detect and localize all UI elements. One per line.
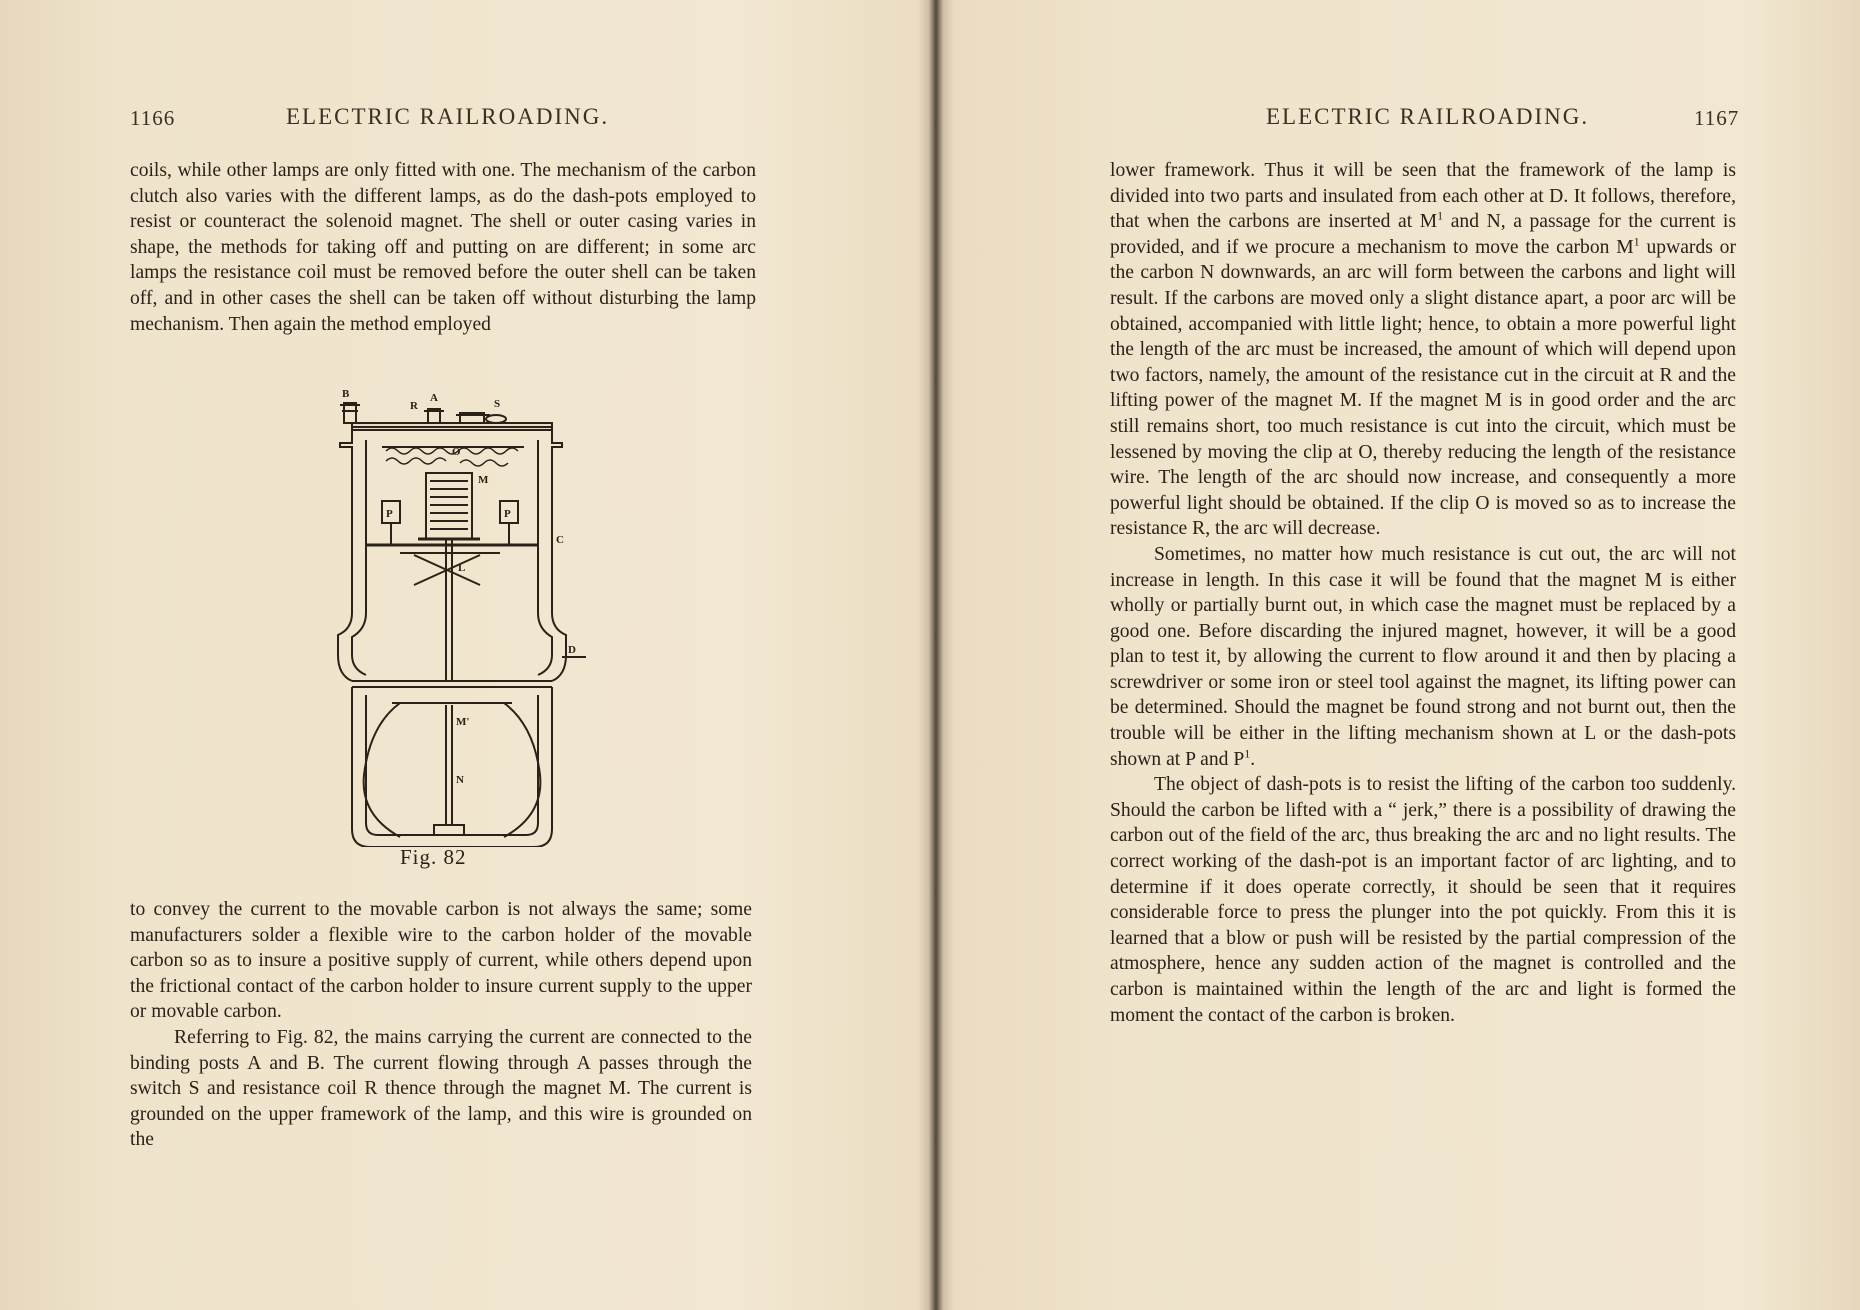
- figure-label-p: P: [504, 508, 511, 520]
- superscript-p1: 1: [1244, 746, 1251, 761]
- left-paragraph-top-text: coils, while other lamps are only fitted with one. The mechanism of the carbon clutch also varies with the different lamps, as do the dash-pots employed to resist or counteract the solenoid magnet. The shell or outer casing varies in shape, the methods for taking off and putting on are different; in some arc lamps the resistance coil must be removed before the outer shell can be taken off, and in other cases the shell can be taken off without disturbing the lamp mechanism. Then again the method employed: [130, 160, 756, 335]
- figure-label-c: C: [556, 534, 564, 546]
- figure-label-o: O: [452, 446, 461, 458]
- left-paragraph-top: [130, 158, 756, 337]
- right-page-number: 1167: [1694, 106, 1740, 130]
- left-paragraph-bottom-1: to convey the current to the movable carbon is not always the same; some manufacturers solder a flexible wire to the carbon holder of the movable carbon so as to insure a positive supply of current, while others depend upon the frictional contact of the carbon holder to insure current supply to the upper or movable carbon.: [130, 899, 752, 1023]
- figure-label-a: A: [430, 392, 438, 404]
- left-running-head: ELECTRIC RAILROADING.: [286, 104, 610, 129]
- superscript-m1-a: 1: [1437, 208, 1444, 223]
- figure-label-m1: M': [456, 716, 470, 728]
- arc-lamp-figure: [330, 385, 590, 847]
- figure-caption: Fig. 82: [400, 845, 467, 869]
- left-paragraphs-bottom: [130, 897, 752, 1153]
- superscript-m1-b: 1: [1633, 234, 1640, 249]
- figure-label-p1: P: [386, 508, 393, 520]
- figure-label-s: S: [494, 398, 501, 410]
- left-paragraph-bottom-2: Referring to Fig. 82, the mains carrying the current are connected to the binding posts A and B. The current flowing through A passes through the switch S and resistance coil R thence through the magnet M. The current is grounded on the upper framework of the lamp, and this wire is grounded on the: [130, 1026, 752, 1151]
- figure-label-d: D: [568, 644, 576, 656]
- right-paragraph-3: The object of dash-pots is to resist the lifting of the carbon too suddenly. Should the carbon be lifted with a “ jerk,” there is a possibility of drawing the carbon out of the field of the arc, thus breaking the arc and no light results. The correct working of the dash-pot is an important factor of arc lighting, and to determine if it does operate correctly, it should be seen that it requires considerable force to press the plunger into the pot quickly. From this it is learned that a blow or push will be resisted by the partial compression of the atmosphere, hence any sudden action of the magnet is controlled and the carbon is maintained within the length of the arc and light is formed the moment the contact of the carbon is broken.: [1110, 774, 1736, 1026]
- figure-label-b: B: [342, 388, 350, 400]
- figure-label-r: R: [410, 400, 418, 412]
- right-paragraph-1: [1110, 158, 1736, 542]
- right-paragraphs: [1110, 158, 1736, 1028]
- figure-label-m: M: [478, 474, 489, 486]
- right-running-head: ELECTRIC RAILROADING.: [1266, 104, 1590, 129]
- figure-label-n: N: [456, 774, 464, 786]
- right-paragraph-1-part-b: and N, a passage for the current is provided, and if we procure a mechanism to move the carbon M: [1110, 211, 1736, 258]
- figure-label-l: L: [458, 562, 466, 574]
- right-paragraph-2-text: Sometimes, no matter how much resistance is cut out, the arc will not increase in length. In this case it will be found that the magnet M is either wholly or partially burnt out, in which case the magnet must be replaced by a good one. Before discarding the injured magnet, however, it will be a good plan to test it, by allowing the current to flow around it and then by placing a screwdriver or some iron or steel tool against the magnet, its lifting power can be determined. Should the magnet be found strong and not burnt out, then the trouble will be either in the lifting mechanism shown at L or the dash-pots shown at P and P: [1110, 543, 1736, 770]
- right-page: [950, 0, 1860, 1310]
- right-paragraph-2-end: .: [1250, 748, 1256, 770]
- right-paragraph-1-part-a: lower framework. Thus it will be seen that the framework of the lamp is divided into two parts and insulated from each other at D. It follows, therefore, that when the carbons are inserted at M: [1110, 160, 1736, 233]
- right-paragraph-2: [1110, 542, 1736, 772]
- left-page-number: 1166: [130, 106, 176, 130]
- right-paragraph-1-part-c: upwards or the carbon N downwards, an arc will form between the carbons and light will result. If the carbons are moved only a slight distance apart, a poor arc will be obtained, accompanied with little light; hence, to obtain a more powerful light the length of the arc must be increased, the amount of which will depend upon two factors, namely, the amount of the resistance cut in the circuit at R and the lifting power of the magnet M. If the magnet M is in good order and the arc still remains short, too much resistance is cut into the circuit, which must be lessened by moving the clip at O, thereby reducing the length of the resistance wire. The length of the arc should now increase, and consequently a more powerful light should be obtained. If the clip O is moved so as to increase the resistance R, the arc will decrease.: [1110, 236, 1736, 540]
